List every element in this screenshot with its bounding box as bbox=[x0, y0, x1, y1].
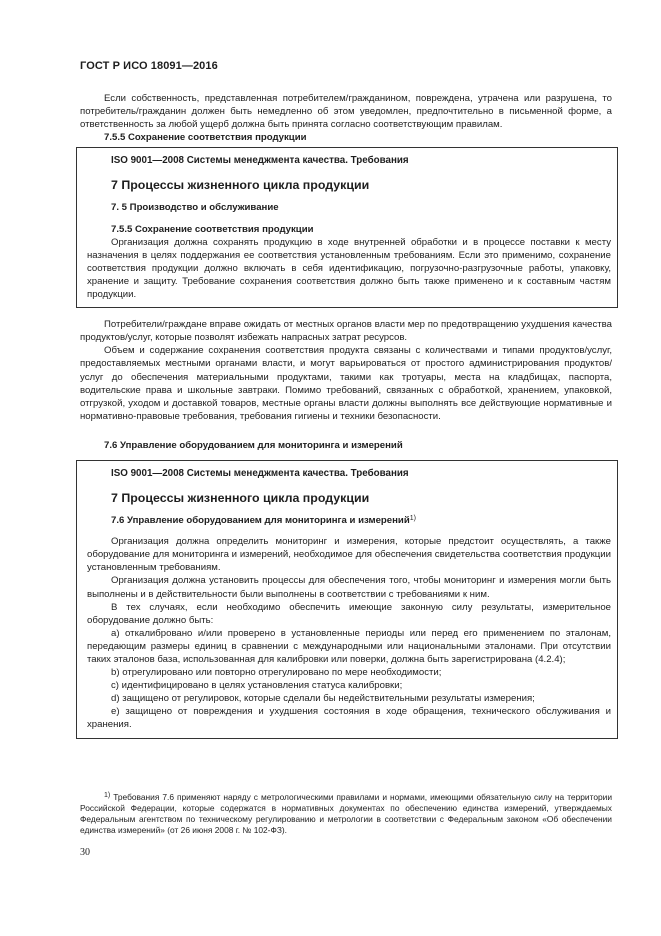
middle-paragraph-2: Объем и содержание сохранения соответствия продукта связаны с количествами и типами продуктов/услуг, предоставляемых местными органами власти, и могут варьироваться от простого администрирования продуктов/услуг до обеспечения материальными продуктами, такими как тротуары, места на кладбищах, паспорта, водительские права и школьные завтраки. Помимо требований, связанных с обработкой, хранением, упаковкой, отгрузкой, уходом и доставкой товаров, местные органы власти должны выполнять все действующие нормативные и нормативно-правовые требования, требования гигиены и техники безопасности. bbox=[80, 345, 612, 422]
box2-subtitle bbox=[87, 514, 611, 527]
middle-paragraph-1: Потребители/граждане вправе ожидать от местных органов власти мер по предотвращению ухудшения качества продуктов/услуг, которые позволят избежать напрасных затрат ресурсов. bbox=[80, 319, 612, 344]
document-header: ГОСТ Р ИСО 18091—2016 bbox=[80, 60, 218, 72]
footnote-mark: 1) bbox=[104, 792, 111, 799]
list-item-d: d) защищено от регулировок, которые сделали бы недействительными результаты измерения; bbox=[111, 693, 535, 705]
box2-subtitle-text: 7.6 Управление оборудованием для мониторинга и измерений bbox=[111, 515, 410, 527]
intro-paragraph: Если собственность, представленная потребителем/гражданином, повреждена, утрачена или разрушена, то потребитель/гражданин должен быть немедленно об этом уведомлен, предпочтительно в письменной форме, а ответственность за любой ущерб должна быть принята согласно соответствующим правилам. bbox=[80, 93, 612, 131]
box-section-heading: 7.5.5 Сохранение соответствия продукции bbox=[111, 223, 314, 235]
box2-paragraph-1: Организация должна определить мониторинг и измерения, которые предстоит осуществлять, а также оборудование для мониторинга и измерений, необходимое для обеспечения свидетельства соответствия продукции установленным требованиям. bbox=[87, 536, 611, 574]
footnote-body: Требования 7.6 применяют наряду с метрологическими правилами и нормами, имеющими обязательную силу на территории Российской Федерации, которые содержатся в нормативных документах по обеспечению единства измерений, утверждаемых Федеральным агентством по техническому регулированию и метрологии в соответствии с Федеральным законом «Об обеспечении единства измерений» (от 26 июня 2008 г. № 102-ФЗ). bbox=[80, 792, 612, 836]
box-chapter-title: 7 Процессы жизненного цикла продукции bbox=[111, 178, 370, 193]
list-item-c: c) идентифицировано в целях установления статуса калибровки; bbox=[111, 680, 403, 692]
box-standard-title: ISO 9001—2008 Системы менеджмента качества. Требования bbox=[111, 155, 409, 167]
box2-paragraph-2: Организация должна установить процессы для обеспечения того, чтобы мониторинг и измерения могли быть выполнены и в действительности были выполнены в соответствии с требованиями к ним. bbox=[87, 575, 611, 600]
iso-quote-box-755 bbox=[76, 147, 618, 308]
main-content bbox=[80, 92, 612, 739]
footnote-reference: 1) bbox=[409, 515, 416, 523]
footnote-text bbox=[80, 792, 612, 836]
footnote bbox=[80, 792, 612, 836]
iso-quote-box-76 bbox=[76, 460, 618, 739]
list-item-e: e) защищено от повреждения и ухудшения состояния в ходе обращения, технического обслуживания и хранения. bbox=[87, 706, 611, 731]
box2-chapter-title: 7 Процессы жизненного цикла продукции bbox=[111, 491, 370, 506]
list-item-b: b) отрегулировано или повторно отрегулировано по мере необходимости; bbox=[111, 667, 442, 679]
box2-paragraph-3: В тех случаях, если необходимо обеспечить имеющие законную силу результаты, измерительное оборудование должно быть: bbox=[87, 601, 611, 626]
box2-standard-title: ISO 9001—2008 Системы менеджмента качества. Требования bbox=[111, 467, 409, 479]
box-paragraph: Организация должна сохранять продукцию в ходе внутренней обработки и в процессе поставки к месту назначения в целях поддержания ее соответствия установленным требованиям. Если это применимо, сохранение соответствия продукции должно включать в себя идентификацию, погрузочно-разгрузочные работы, упаковку, хранение и защиту. Требование сохранения соответствия должно быть также применено и к составным частям продукции. bbox=[87, 236, 611, 301]
section-heading-76: 7.6 Управление оборудованием для мониторинга и измерений bbox=[104, 439, 403, 451]
box-subtitle: 7. 5 Производство и обслуживание bbox=[111, 202, 279, 214]
section-heading-755: 7.5.5 Сохранение соответствия продукции bbox=[104, 132, 307, 144]
page-number: 30 bbox=[80, 847, 90, 858]
list-item-a: а) откалибровано и/или проверено в установленные периоды или перед его применением по эталонам, передающим размеры единиц в сравнении с международными или национальными эталонами. При отсутствии таких эталонов база, использованная для калибровки или поверки, должна быть зарегистрирована (4.2.4); bbox=[87, 627, 611, 665]
